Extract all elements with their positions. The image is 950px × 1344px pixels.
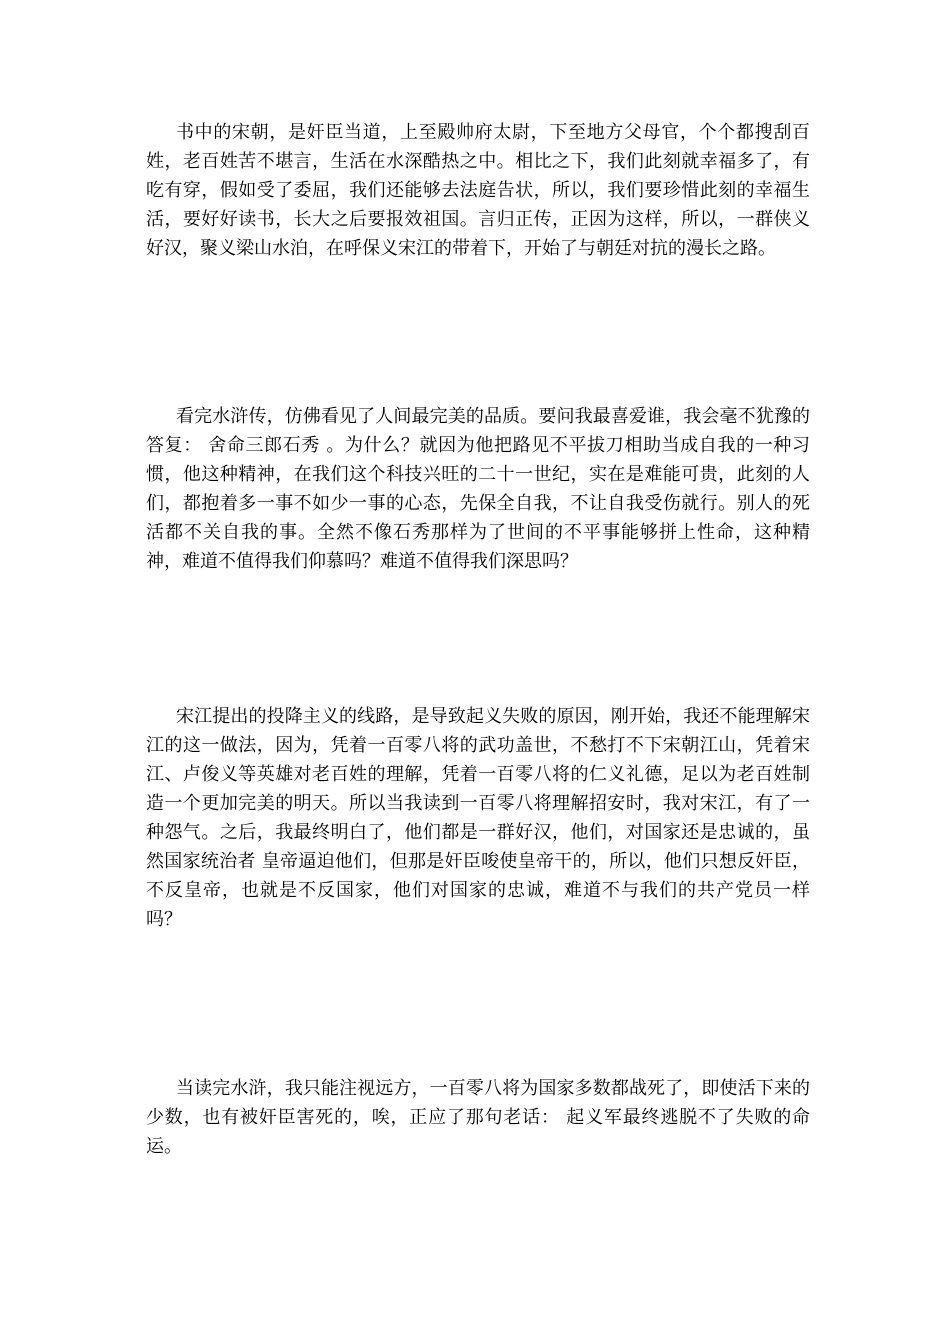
paragraph-1: 书中的宋朝，是奸臣当道，上至殿帅府太尉，下至地方父母官，个个都搜刮百姓，老百姓苦不堪言，生活在水深酷热之中。相比之下，我们此刻就幸福多了，有吃有穿，假如受了委屈，我们还能够去法庭告状，所以，我们要珍惜此刻的幸福生活，要好好读书，长大之后要报效祖国。言归正传，正因为这样，所以，一群侠义好汉，聚义梁山水泊，在呼保义宋江的带着下，开始了与朝廷对抗的漫长之路。 [146, 122, 810, 259]
paragraph-3: 宋江提出的投降主义的线路，是导致起义失败的原因，刚开始，我还不能理解宋江的这一做法，因为，凭着一百零八将的武功盖世，不愁打不下宋朝江山，凭着宋江、卢俊义等英雄对老百姓的理解，凭着一百零八将的仁义礼德，足以为老百姓制造一个更加完美的明天。所以当我读到一百零八将理解招安时，我对宋江，有了一种怨气。之后，我最终明白了，他们都是一群好汉，他们，对国家还是忠诚的，虽然国家统治者 皇帝逼迫他们，但那是奸臣唆使皇帝干的，所以，他们只想反奸臣，不反皇帝，也就是不反国家，他们对国家的忠诚，难道不与我们的共产党员一样吗？ [146, 706, 810, 930]
paragraph-2: 看完水浒传，仿佛看见了人间最完美的品质。要问我最喜爱谁，我会毫不犹豫的答复： 舍命三郎石秀 。为什么？就因为他把路见不平拔刀相助当成自我的一种习惯，他这种精神，在我们这个科技兴旺的二十一世纪，实在是难能可贵，此刻的人们，都抱着多一事不如少一事的心态，先保全自我，不让自我受伤就行。别人的死活都不关自我的事。全然不像石秀那样为了世间的不平事能够拼上性命，这种精神，难道不值得我们仰慕吗？难道不值得我们深思吗？ [146, 406, 810, 572]
paragraph-4: 当读完水浒，我只能注视远方，一百零八将为国家多数都战死了，即使活下来的少数，也有被奸臣害死的，唉，正应了那句老话： 起义军最终逃脱不了失败的命运。 [146, 1078, 810, 1157]
